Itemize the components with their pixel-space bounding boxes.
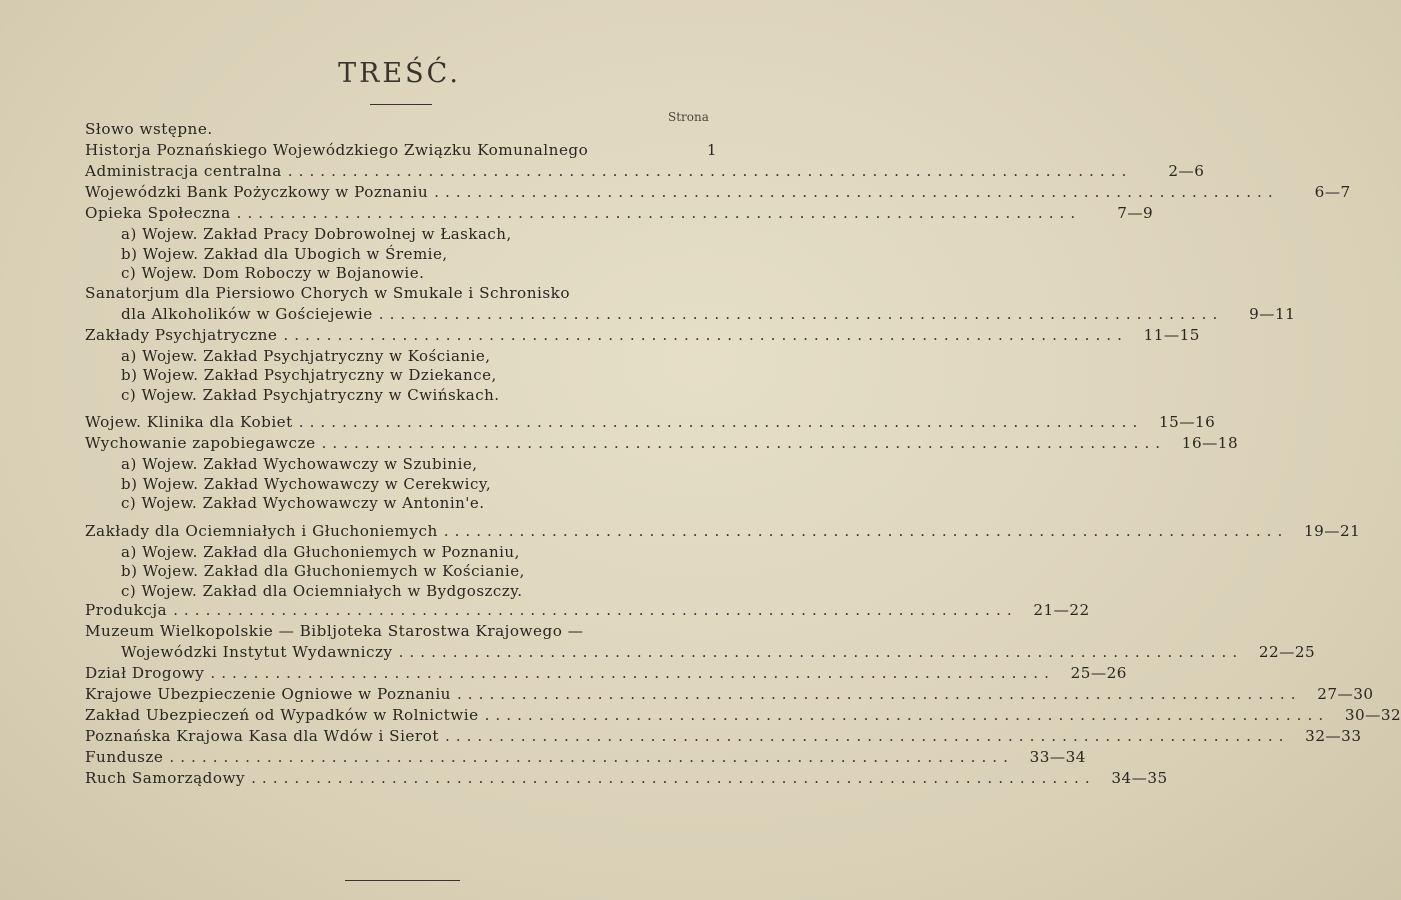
footer-divider xyxy=(345,880,460,881)
toc-entry-title: Zakłady dla Ociemniałych i Głuchoniemych xyxy=(85,521,438,540)
toc-entry-page: 25—26 xyxy=(1070,664,1127,682)
toc-entry xyxy=(85,120,717,141)
toc-entry-page: 33—34 xyxy=(1029,748,1086,766)
toc-entry-page: 9—11 xyxy=(1249,304,1296,323)
toc-entry xyxy=(85,664,1127,685)
leader-dots: .............................................................................. xyxy=(378,304,1224,323)
toc-entry-title: Muzeum Wielkopolskie — Bibljoteka Starostwa Krajowego — xyxy=(85,622,584,640)
toc-entry-title: Słowo wstępne. xyxy=(85,120,213,138)
toc-subentry: b) Wojew. Zakład Wychowawczy w Cerekwicy, xyxy=(121,474,492,493)
toc-subentry: a) Wojew. Zakład Psychjatryczny w Kościanie, xyxy=(121,346,491,365)
toc-entry-page: 30—32 xyxy=(1344,706,1401,724)
leader-dots: .............................................................................. xyxy=(434,183,1279,201)
toc-entry xyxy=(85,413,1216,434)
toc-entry-title: Wojewódzki Instytut Wydawniczy xyxy=(121,643,393,661)
toc-subentry: c) Wojew. Zakład Psychjatryczny w Cwińskach. xyxy=(121,385,500,404)
leader-dots: .............................................................................. xyxy=(456,685,1302,703)
leader-dots: .............................................................................. xyxy=(283,325,1128,344)
toc-entry xyxy=(85,521,1361,543)
toc-entry-page: 7—9 xyxy=(1117,204,1154,222)
toc-entry-title: Krajowe Ubezpieczenie Ogniowe w Poznaniu xyxy=(85,685,451,703)
toc-subentry: c) Wojew. Zakład dla Ociemniałych w Bydgoszczy. xyxy=(121,581,523,600)
toc-entry xyxy=(85,183,1351,204)
toc-entry xyxy=(85,434,1239,455)
toc-subentry: c) Wojew. Dom Roboczy w Bojanowie. xyxy=(121,264,425,282)
toc-entry-page: 19—21 xyxy=(1303,521,1361,540)
table-of-contents xyxy=(85,120,1401,790)
toc-entry-title: Wychowanie zapobiegawcze xyxy=(85,434,316,452)
leader-dots: .............................................................................. xyxy=(443,521,1289,540)
toc-entry-page: 2—6 xyxy=(1168,162,1205,180)
leader-dots: .............................................................................. xyxy=(210,664,1055,682)
toc-entry-title: Poznańska Krajowa Kasa dla Wdów i Sierot xyxy=(85,727,439,745)
toc-entry-page: 1 xyxy=(706,141,717,159)
toc-subentry: a) Wojew. Zakład Wychowawczy w Szubinie, xyxy=(121,455,478,473)
toc-entry-page: 11—15 xyxy=(1143,325,1200,344)
toc-entry-title: Dział Drogowy xyxy=(85,664,205,682)
leader-dots: .............................................................................. xyxy=(398,643,1244,661)
toc-entry xyxy=(85,643,1316,664)
leader-dots: .............................................................................. xyxy=(236,204,1082,222)
toc-subentry: a) Wojew. Zakład dla Głuchoniemych w Poznaniu, xyxy=(121,542,520,561)
toc-entry-title: Zakłady Psychjatryczne xyxy=(85,325,278,344)
toc-entry-page: 21—22 xyxy=(1033,601,1090,619)
leader-dots: .............................................................................. xyxy=(321,434,1167,452)
toc-entry-title: Sanatorjum dla Piersiowo Chorych w Smukale i Schronisko xyxy=(85,283,570,302)
leader-dots: .............................................................................. xyxy=(444,727,1290,745)
leader-dots: .............................................................................. xyxy=(169,748,1014,766)
toc-entry-title: Wojewódzki Bank Pożyczkowy w Poznaniu xyxy=(85,183,429,201)
leader-dots: .............................................................................. xyxy=(251,769,1096,787)
leader-dots: .............................................................................. xyxy=(484,706,1330,724)
toc-entry xyxy=(85,622,717,643)
toc-entry xyxy=(85,141,717,162)
toc-entry-page: 22—25 xyxy=(1258,643,1316,661)
toc-entry-title: Historja Poznańskiego Wojewódzkiego Związku Komunalnego xyxy=(85,141,589,159)
toc-entry-page: 15—16 xyxy=(1159,413,1216,431)
toc-entry xyxy=(85,284,717,305)
leader-dots: .............................................................................. xyxy=(173,601,1018,619)
toc-entry xyxy=(85,162,1205,183)
leader-dots: .............................................................................. xyxy=(287,162,1133,180)
toc-entry-title: Ruch Samorządowy xyxy=(85,769,246,787)
toc-entry-title: Produkcja xyxy=(85,601,168,619)
toc-entry-page: 27—30 xyxy=(1317,685,1374,703)
toc-entry xyxy=(85,769,1168,790)
toc-subentry: b) Wojew. Zakład dla Ubogich w Śremie, xyxy=(121,244,448,263)
toc-entry xyxy=(85,325,1200,347)
toc-entry xyxy=(85,727,1362,748)
title-divider xyxy=(370,104,432,105)
page-title: TREŚĆ. xyxy=(338,58,461,89)
toc-entry xyxy=(85,748,1086,769)
toc-entry-title: Zakład Ubezpieczeń od Wypadków w Rolnictwie xyxy=(85,706,479,724)
toc-subentry: b) Wojew. Zakład dla Głuchoniemych w Kościanie, xyxy=(121,562,525,580)
toc-subentry: a) Wojew. Zakład Pracy Dobrowolnej w Łaskach, xyxy=(121,225,512,243)
toc-subentry: c) Wojew. Zakład Wychowawczy w Antonin'e. xyxy=(121,494,485,512)
toc-entry-title: Fundusze xyxy=(85,748,164,766)
toc-entry xyxy=(85,304,1296,326)
toc-entry xyxy=(85,685,1374,706)
toc-subentry: b) Wojew. Zakład Psychjatryczny w Dziekance, xyxy=(121,366,497,384)
page-column-label: Strona xyxy=(668,110,709,124)
toc-entry-title: Administracja centralna xyxy=(85,162,282,180)
toc-entry-title: Opieka Społeczna xyxy=(85,204,231,222)
toc-entry-page: 16—18 xyxy=(1181,434,1239,452)
toc-entry-title: dla Alkoholików w Gościejewie xyxy=(121,304,373,323)
toc-entry-page: 6—7 xyxy=(1314,183,1351,201)
leader-dots: .............................................................................. xyxy=(298,413,1144,431)
toc-entry xyxy=(85,706,1401,727)
toc-entry xyxy=(85,601,1090,622)
toc-entry-page: 32—33 xyxy=(1305,727,1362,745)
toc-entry xyxy=(85,204,1154,225)
toc-entry-title: Wojew. Klinika dla Kobiet xyxy=(85,413,293,431)
toc-entry-page: 34—35 xyxy=(1111,769,1168,787)
